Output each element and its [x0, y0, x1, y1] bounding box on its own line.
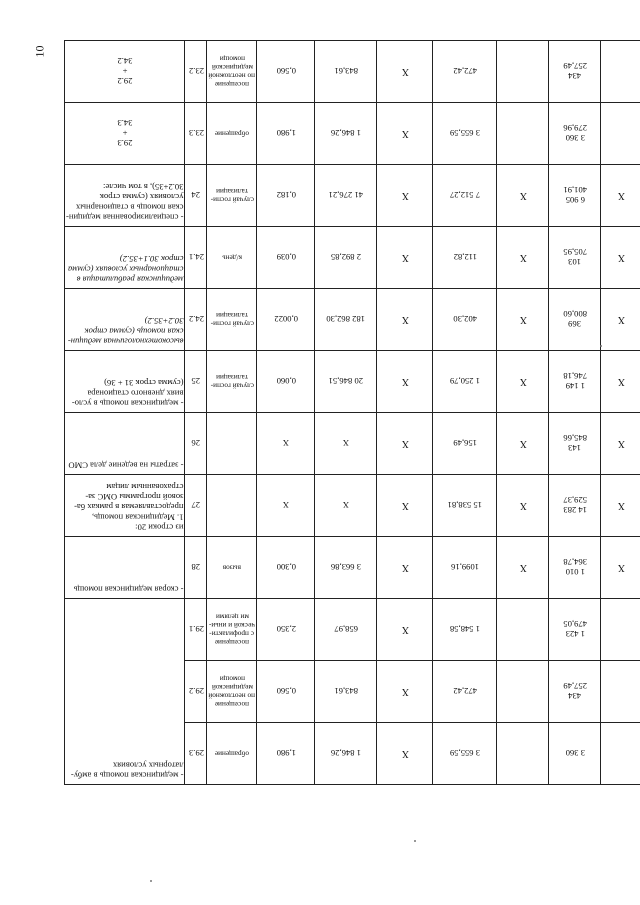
x-mark-cell: Х	[497, 475, 549, 537]
total-cell: 369 800,60	[549, 289, 601, 351]
table-row	[65, 41, 185, 785]
line-number-cell: 29.3	[185, 723, 207, 785]
cost-per-insured-cell: 1099,16	[433, 537, 497, 599]
cost-cell: Х	[315, 475, 377, 537]
norm-cell: 0,182	[257, 165, 315, 227]
cost-cell: 843,61	[315, 41, 377, 103]
unit-cell: случай госпи- тализации	[207, 165, 257, 227]
row-label-cell: - скорая медицинская помощь	[65, 537, 185, 599]
norm-cell: 0,560	[257, 41, 315, 103]
unit-cell	[207, 475, 257, 537]
cost-per-insured-cell: 1 548,58	[433, 599, 497, 661]
x-mark-cell	[601, 41, 640, 103]
line-number-cell: 28	[185, 537, 207, 599]
x-mark-cell	[497, 103, 549, 165]
page-number: 10	[32, 45, 47, 58]
total-cell: 103 705,95	[549, 227, 601, 289]
total-cell: 14 283 529,37	[549, 475, 601, 537]
line-number-cell: 24	[185, 165, 207, 227]
total-cell: 434 257,49	[549, 661, 601, 723]
x-mark-cell: Х	[377, 413, 433, 475]
line-number-cell: 26	[185, 413, 207, 475]
x-mark-cell: Х	[377, 475, 433, 537]
table-row	[497, 41, 549, 785]
norm-cell: 2,350	[257, 599, 315, 661]
x-mark-cell: Х	[377, 661, 433, 723]
unit-cell: к/день	[207, 227, 257, 289]
cost-per-insured-cell: 3 655,59	[433, 103, 497, 165]
norm-cell: 0,0022	[257, 289, 315, 351]
cost-cell: 182 862,30	[315, 289, 377, 351]
x-mark-cell	[497, 41, 549, 103]
cost-per-insured-cell: 402,30	[433, 289, 497, 351]
norm-cell: 1,980	[257, 103, 315, 165]
scan-speck	[600, 345, 602, 347]
x-mark-cell: Х	[601, 475, 640, 537]
x-mark-cell: Х	[601, 351, 640, 413]
x-mark-cell: Х	[377, 289, 433, 351]
total-cell: 143 845,66	[549, 413, 601, 475]
x-mark-cell: Х	[601, 289, 640, 351]
table-row	[315, 41, 377, 785]
cost-per-insured-cell: 1 250,79	[433, 351, 497, 413]
row-label-cell: из строки 20: 1. Медицинская помощь, предоставляемая в рамках ба- зовой программы ОМС за- страхованным лицам	[65, 475, 185, 537]
cost-cell: 843,61	[315, 661, 377, 723]
x-mark-cell: Х	[377, 227, 433, 289]
x-mark-cell: Х	[497, 537, 549, 599]
cost-cell: 1 846,26	[315, 103, 377, 165]
x-mark-cell: Х	[497, 351, 549, 413]
line-number-cell: 23.3	[185, 103, 207, 165]
x-mark-cell: Х	[497, 165, 549, 227]
cost-cell: 2 892,85	[315, 227, 377, 289]
row-label-cell: высокотехнологичная медицин- ская помощь (сумма строк 30.2+35.2)	[65, 289, 185, 351]
x-mark-cell: Х	[377, 723, 433, 785]
x-mark-cell	[497, 599, 549, 661]
continuation-line-cell: 29.2 + 34.2	[65, 41, 185, 103]
x-mark-cell: Х	[601, 413, 640, 475]
x-mark-cell: Х	[377, 165, 433, 227]
cost-per-insured-cell: 7 512,27	[433, 165, 497, 227]
total-cell: 3 360 279,96	[549, 103, 601, 165]
data-table	[64, 40, 640, 785]
norm-cell: 0,300	[257, 537, 315, 599]
data-table-container	[64, 40, 625, 785]
total-cell: 1 149 746,18	[549, 351, 601, 413]
line-number-cell: 27	[185, 475, 207, 537]
x-mark-cell	[601, 103, 640, 165]
x-mark-cell	[601, 661, 640, 723]
unit-cell: посещение по неотложной медицинской помощи	[207, 661, 257, 723]
line-number-cell: 23.2	[185, 41, 207, 103]
table-row	[377, 41, 433, 785]
row-label-cell: медицинская реабилитация в стационарных условиях (сумма строк 30.1+35.2)	[65, 227, 185, 289]
x-mark-cell: Х	[497, 289, 549, 351]
cost-per-insured-cell: 472,42	[433, 661, 497, 723]
x-mark-cell: Х	[601, 537, 640, 599]
cost-cell: 41 276,21	[315, 165, 377, 227]
line-number-cell: 29.2	[185, 661, 207, 723]
unit-cell: вызов	[207, 537, 257, 599]
unit-cell: случай госпи- тализации	[207, 289, 257, 351]
unit-cell: посещение по неотложной медицинской помощи	[207, 41, 257, 103]
norm-cell: 0,039	[257, 227, 315, 289]
table-row	[601, 41, 640, 785]
x-mark-cell: Х	[497, 227, 549, 289]
table-row	[549, 41, 601, 785]
unit-cell: обращение	[207, 103, 257, 165]
cost-per-insured-cell: 3 655,59	[433, 723, 497, 785]
norm-cell: 0,560	[257, 661, 315, 723]
table-row	[207, 41, 257, 785]
total-cell: 6 905 401,91	[549, 165, 601, 227]
cost-per-insured-cell: 112,82	[433, 227, 497, 289]
x-mark-cell: Х	[377, 599, 433, 661]
cost-per-insured-cell: 472,42	[433, 41, 497, 103]
norm-cell: 1,980	[257, 723, 315, 785]
line-number-cell: 29.1	[185, 599, 207, 661]
x-mark-cell: Х	[377, 351, 433, 413]
norm-cell: Х	[257, 475, 315, 537]
row-label-cell: - медицинская помощь в усло- виях дневного стационара (сумма строк 31 + 36)	[65, 351, 185, 413]
row-label-cell: - затраты на ведение дела СМО	[65, 413, 185, 475]
cost-per-insured-cell: 156,49	[433, 413, 497, 475]
line-number-cell: 25	[185, 351, 207, 413]
x-mark-cell: Х	[377, 103, 433, 165]
row-label-cell: - медицинская помощь в амбу- латорных условиях	[65, 599, 185, 785]
total-cell: 1 423 479,05	[549, 599, 601, 661]
x-mark-cell: Х	[601, 165, 640, 227]
line-number-cell: 24.2	[185, 289, 207, 351]
continuation-line-cell: 29.3 + 34.3	[65, 103, 185, 165]
total-cell: 3 360	[549, 723, 601, 785]
x-mark-cell: Х	[601, 227, 640, 289]
unit-cell: случай госпи- тализации	[207, 351, 257, 413]
row-label-cell: - специализированная медицин- ская помощь в стационарных условиях (сумма строк 30.2+35), в том числе:	[65, 165, 185, 227]
norm-cell: Х	[257, 413, 315, 475]
total-cell: 1 010 364,78	[549, 537, 601, 599]
x-mark-cell	[601, 723, 640, 785]
cost-cell: 3 663,86	[315, 537, 377, 599]
unit-cell: обращение	[207, 723, 257, 785]
cost-cell: Х	[315, 413, 377, 475]
cost-cell: 20 846,51	[315, 351, 377, 413]
scan-speck	[414, 840, 416, 842]
table-row	[433, 41, 497, 785]
total-cell: 434 257,49	[549, 41, 601, 103]
x-mark-cell	[497, 661, 549, 723]
x-mark-cell	[601, 599, 640, 661]
line-number-cell: 24.1	[185, 227, 207, 289]
scan-speck	[150, 880, 152, 882]
x-mark-cell	[497, 723, 549, 785]
cost-per-insured-cell: 15 538,81	[433, 475, 497, 537]
table-row	[257, 41, 315, 785]
table-row	[185, 41, 207, 785]
unit-cell	[207, 413, 257, 475]
x-mark-cell: Х	[377, 537, 433, 599]
unit-cell: посещение с профилакти- ческой и иньи- ми целями	[207, 599, 257, 661]
x-mark-cell: Х	[497, 413, 549, 475]
x-mark-cell: Х	[377, 41, 433, 103]
norm-cell: 0,060	[257, 351, 315, 413]
cost-cell: 658,97	[315, 599, 377, 661]
cost-cell: 1 846,26	[315, 723, 377, 785]
